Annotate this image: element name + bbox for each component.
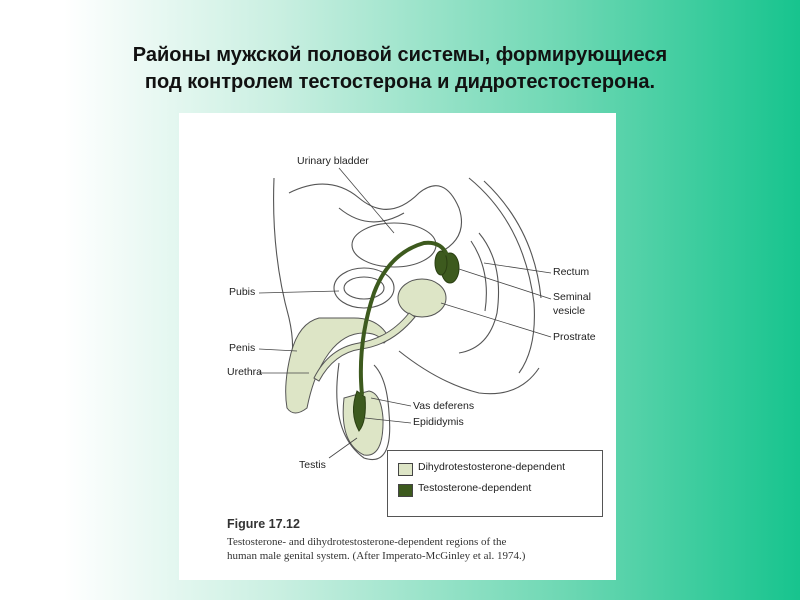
perineum-outline bbox=[399, 351, 539, 394]
label-vas-deferens: Vas deferens bbox=[413, 400, 475, 412]
label-epididymis: Epididymis bbox=[413, 416, 464, 428]
legend-swatch-dht bbox=[398, 463, 413, 476]
label-urethra: Urethra bbox=[227, 366, 263, 378]
rectum-outline bbox=[459, 233, 499, 353]
leader-urinary-bladder bbox=[339, 168, 394, 233]
label-penis: Penis bbox=[229, 342, 256, 354]
prostate-region bbox=[398, 279, 446, 317]
legend-label-testosterone: Testosterone-dependent bbox=[418, 482, 532, 494]
leader-pubis bbox=[259, 291, 339, 293]
figure-panel bbox=[179, 113, 616, 580]
figure-caption bbox=[227, 535, 607, 563]
body-outline bbox=[274, 178, 293, 375]
legend bbox=[387, 450, 603, 517]
label-seminal-vesicle-2: vesicle bbox=[553, 305, 586, 317]
label-seminal-vesicle-1: Seminal bbox=[553, 291, 591, 303]
label-testis: Testis bbox=[299, 459, 326, 471]
label-pubis: Pubis bbox=[229, 286, 256, 298]
figure-caption-line-2: human male genital system. (After Imperato-McGinley et al. 1974.) bbox=[227, 550, 526, 562]
sacrum-inner bbox=[484, 181, 541, 298]
figure-title: Figure 17.12 bbox=[227, 517, 300, 531]
intestine-2 bbox=[339, 208, 404, 222]
label-rectum: Rectum bbox=[553, 266, 590, 278]
label-prostrate: Prostrate bbox=[553, 331, 596, 343]
slide-title-line-1: Районы мужской половой системы, формирующиеся bbox=[132, 44, 668, 66]
leader-penis bbox=[259, 349, 297, 351]
leader-rectum bbox=[484, 263, 551, 273]
label-urinary-bladder: Urinary bladder bbox=[297, 155, 369, 167]
figure-caption-line-1: Testosterone- and dihydrotestosterone-dependent regions of the bbox=[227, 536, 507, 548]
legend-swatch-testosterone bbox=[398, 484, 413, 497]
legend-label-dht: Dihydrotestosterone-dependent bbox=[418, 461, 566, 473]
rectum-inner bbox=[471, 241, 486, 311]
slide-title bbox=[40, 42, 760, 96]
slide-title-line-2: под контролем тестостерона и дидротестостерона. bbox=[144, 71, 656, 93]
